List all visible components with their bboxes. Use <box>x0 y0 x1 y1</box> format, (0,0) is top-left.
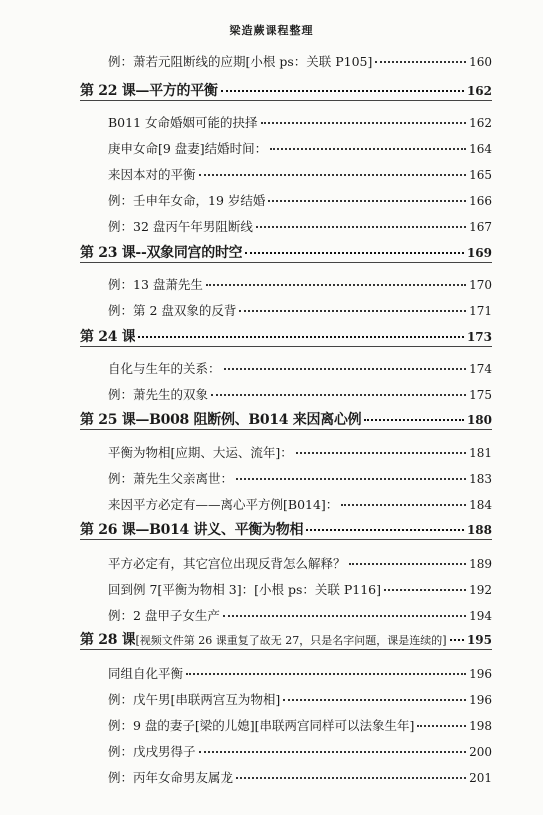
leader-dots <box>256 225 466 228</box>
toc-page-number: 174 <box>469 362 492 376</box>
toc-chapter-title: 第 23 课--双象同宫的时空 <box>80 245 243 261</box>
toc-entry-title: 庚申女命[9 盘妻]结婚时间： <box>108 141 268 156</box>
leader-dots <box>306 528 464 531</box>
toc-entry <box>108 690 492 708</box>
toc-page-number: 170 <box>469 278 492 292</box>
leader-dots <box>341 503 466 506</box>
chapter-rule <box>80 649 492 650</box>
leader-dots <box>349 562 467 565</box>
toc-entry-title: 例：萧先生父亲离世： <box>108 471 234 486</box>
leader-dots <box>296 451 466 454</box>
leader-dots <box>223 614 466 617</box>
toc-entry <box>108 139 492 157</box>
toc-chapter-title: 第 24 课 <box>80 329 136 345</box>
toc-entry-title: 例：萧若元阻断线的应期[小根 ps：关联 P105] <box>108 54 373 69</box>
toc-entry <box>108 359 492 377</box>
toc-page-number: 200 <box>469 745 492 759</box>
toc-entry <box>108 301 492 319</box>
toc-entry <box>108 554 492 572</box>
toc-page-number: 194 <box>469 609 492 623</box>
toc-page-number: 180 <box>466 413 492 427</box>
toc-entry <box>108 52 492 70</box>
toc-entry <box>108 580 492 598</box>
toc-page-number: 195 <box>466 633 492 647</box>
toc-entry <box>108 469 492 487</box>
toc-page-number: 183 <box>469 472 492 486</box>
toc-page-number: 166 <box>469 194 492 208</box>
toc-entry-title: 例：13 盘萧先生 <box>108 277 203 292</box>
toc-page-number: 184 <box>469 498 492 512</box>
leader-dots <box>224 367 467 370</box>
toc-entry <box>108 664 492 682</box>
toc-entry <box>108 716 492 734</box>
toc-chapter-title: 第 22 课—平方的平衡 <box>80 83 218 99</box>
leader-dots <box>268 199 466 202</box>
toc-page-number: 162 <box>466 84 492 98</box>
toc-entry-title: 平方必定有，其它宫位出现反背怎么解释？ <box>108 556 346 571</box>
leader-dots <box>211 393 466 396</box>
toc-chapter <box>80 409 492 429</box>
leader-dots <box>384 588 466 591</box>
toc-chapter-title: 第 25 课—B008 阻断例、B014 来因离心例 <box>80 412 362 428</box>
toc-entry-title: 自化与生年的关系： <box>108 361 221 376</box>
toc-page-number: 188 <box>466 523 492 537</box>
toc-page-number: 171 <box>469 304 492 318</box>
leader-dots <box>236 477 466 480</box>
toc-entry <box>108 742 492 760</box>
toc-page-number: 175 <box>469 388 492 402</box>
leader-dots <box>270 147 466 150</box>
chapter-rule <box>80 100 492 101</box>
toc-chapter-title: 第 28 课 <box>80 632 136 648</box>
toc-page-number: 162 <box>469 116 492 130</box>
toc-entry <box>108 385 492 403</box>
toc-entry-title: 同组自化平衡 <box>108 666 184 681</box>
chapter-rule <box>80 429 492 430</box>
leader-dots <box>206 283 466 286</box>
leader-dots <box>239 309 466 312</box>
toc-entry <box>108 443 492 461</box>
toc-page-number: 201 <box>469 771 492 785</box>
leader-dots <box>199 750 467 753</box>
toc-entry-title: 例：戊午男[串联两宫互为物相] <box>108 692 281 707</box>
toc-entry <box>108 275 492 293</box>
toc-entry-title: 例：壬申年女命，19 岁结婚 <box>108 193 266 208</box>
toc-entry <box>108 165 492 183</box>
toc-page-number: 181 <box>469 446 492 460</box>
toc-entry <box>108 113 492 131</box>
leader-dots <box>375 60 466 63</box>
toc-page-number: 189 <box>469 557 492 571</box>
toc-entry-title: 例：戊戌男得子 <box>108 744 196 759</box>
toc-entry <box>108 495 492 513</box>
toc-page-number: 160 <box>469 55 492 69</box>
toc-page-number: 164 <box>469 142 492 156</box>
leader-dots <box>364 418 464 421</box>
leader-dots <box>245 251 464 254</box>
leader-dots <box>138 335 464 338</box>
toc-page-number: 165 <box>469 168 492 182</box>
toc-entry-title: 例：丙年女命男友属龙 <box>108 770 234 785</box>
toc-entry-title: 来因平方必定有——离心平方例[B014]： <box>108 497 339 512</box>
chapter-rule <box>80 539 492 540</box>
toc-chapter <box>80 519 492 539</box>
toc-entry-title: 来因本对的平衡 <box>108 167 196 182</box>
toc-page-number: 192 <box>469 583 492 597</box>
toc-entry-title: 回到例 7[平衡为物相 3]：[小根 ps：关联 P116] <box>108 582 381 597</box>
leader-dots <box>450 638 464 641</box>
toc-page-number: 169 <box>466 246 492 260</box>
toc-chapter <box>80 629 492 649</box>
toc-chapter-title: 第 26 课—B014 讲义、平衡为物相 <box>80 522 304 538</box>
toc-page-number: 173 <box>466 330 492 344</box>
leader-dots <box>221 89 464 92</box>
toc-entry <box>108 217 492 235</box>
toc-chapter <box>80 80 492 100</box>
toc-entry <box>108 191 492 209</box>
toc-chapter <box>80 326 492 346</box>
toc-entry-title: 例：9 盘的妻子[梁的儿媳][串联两宫同样可以法象生年] <box>108 718 415 733</box>
leader-dots <box>199 173 467 176</box>
toc-page-number: 196 <box>469 693 492 707</box>
leader-dots <box>186 672 466 675</box>
toc-page-number: 167 <box>469 220 492 234</box>
toc-entry-title: B011 女命婚姻可能的抉择 <box>108 115 258 130</box>
toc-entry-title: 例：32 盘丙午年男阻断线 <box>108 219 253 234</box>
leader-dots <box>236 776 466 779</box>
toc-entry-title: 例：第 2 盘双象的反背 <box>108 303 237 318</box>
toc-chapter-note: [视频文件第 26 课重复了故无 27，只是名字问题，课是连续的] <box>135 634 447 647</box>
toc-page-number: 196 <box>469 667 492 681</box>
toc-entry <box>108 606 492 624</box>
chapter-rule <box>80 262 492 263</box>
chapter-rule <box>80 346 492 347</box>
leader-dots <box>417 724 466 727</box>
toc-entry-title: 例：2 盘甲子女生产 <box>108 608 220 623</box>
toc-entry-title: 例：萧先生的双象 <box>108 387 209 402</box>
toc-entry-title: 平衡为物相[应期、大运、流年]： <box>108 445 293 460</box>
running-header: 梁造蕨课程整理 <box>229 24 314 37</box>
leader-dots <box>261 121 467 124</box>
toc-page-number: 198 <box>469 719 492 733</box>
leader-dots <box>283 698 466 701</box>
toc-entry <box>108 768 492 786</box>
toc-chapter <box>80 242 492 262</box>
